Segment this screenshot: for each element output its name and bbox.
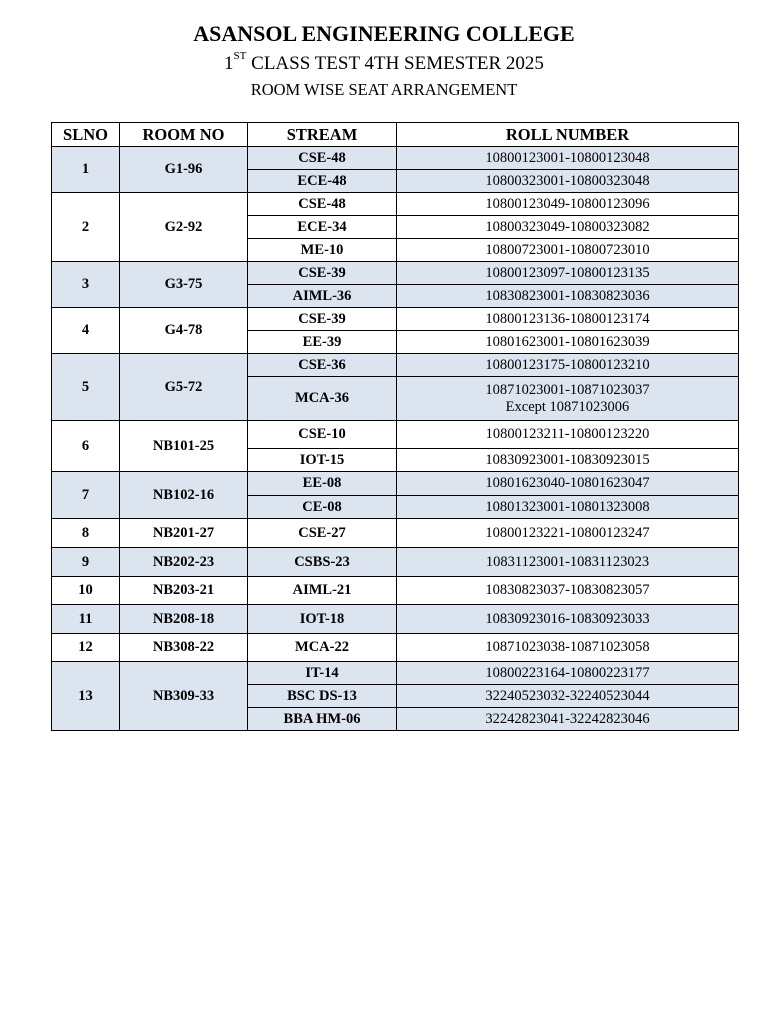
roll-number-cell bbox=[397, 548, 739, 577]
table-body bbox=[52, 147, 739, 731]
roll-number-cell bbox=[397, 519, 739, 548]
room-no-cell: NB208-18 bbox=[120, 605, 248, 634]
column-header-slno: SLNO bbox=[52, 123, 120, 147]
table-row bbox=[52, 519, 739, 548]
table-row bbox=[52, 548, 739, 577]
slno-cell: 1 bbox=[52, 147, 120, 193]
stream-cell: BBA HM-06 bbox=[248, 708, 397, 731]
slno-cell: 13 bbox=[52, 662, 120, 731]
college-title: ASANSOL ENGINEERING COLLEGE bbox=[193, 21, 575, 46]
room-no-cell: G2-92 bbox=[120, 193, 248, 262]
table-row bbox=[52, 193, 739, 216]
table-row bbox=[52, 577, 739, 605]
roll-number-cell bbox=[397, 472, 739, 496]
roll-number-cell bbox=[397, 685, 739, 708]
room-no-cell: G5-72 bbox=[120, 354, 248, 421]
room-no-cell: NB203-21 bbox=[120, 577, 248, 605]
stream-cell: CSE-48 bbox=[248, 193, 397, 216]
slno-cell: 5 bbox=[52, 354, 120, 421]
roll-range: 10800123049-10800123096 bbox=[485, 195, 650, 212]
slno-cell: 9 bbox=[52, 548, 120, 577]
roll-number-cell bbox=[397, 239, 739, 262]
seat-arrangement-table bbox=[51, 122, 739, 731]
room-no-cell: NB101-25 bbox=[120, 421, 248, 472]
column-header-stream: STREAM bbox=[248, 123, 397, 147]
room-no-cell: NB308-22 bbox=[120, 634, 248, 662]
stream-cell: ECE-34 bbox=[248, 216, 397, 239]
roll-range: 10800723001-10800723010 bbox=[485, 241, 650, 258]
roll-number-cell bbox=[397, 421, 739, 449]
roll-range: 10830823037-10830823057 bbox=[485, 582, 650, 598]
room-no-cell: NB102-16 bbox=[120, 472, 248, 519]
stream-cell: BSC DS-13 bbox=[248, 685, 397, 708]
roll-number-cell bbox=[397, 193, 739, 216]
roll-range: 10831123001-10831123023 bbox=[485, 553, 650, 570]
table-row bbox=[52, 662, 739, 685]
roll-number-cell bbox=[397, 262, 739, 285]
roll-number-cell bbox=[397, 634, 739, 662]
stream-cell: CSE-48 bbox=[248, 147, 397, 170]
roll-range: 10830923016-10830923033 bbox=[485, 610, 650, 627]
test-title-superscript: ST bbox=[233, 50, 247, 62]
roll-range: 32242823041-32242823046 bbox=[485, 710, 650, 727]
table-header-row bbox=[52, 123, 739, 147]
stream-cell: AIML-36 bbox=[248, 285, 397, 308]
roll-range: 10801623001-10801623039 bbox=[485, 333, 650, 350]
roll-range: 10800223164-10800223177 bbox=[485, 664, 650, 681]
room-no-cell: NB201-27 bbox=[120, 519, 248, 548]
stream-cell: CSE-10 bbox=[248, 421, 397, 449]
roll-number-cell bbox=[397, 449, 739, 472]
slno-cell: 3 bbox=[52, 262, 120, 308]
roll-number-cell bbox=[397, 377, 739, 421]
room-no-cell: G4-78 bbox=[120, 308, 248, 354]
stream-cell: MCA-22 bbox=[248, 634, 397, 662]
page-subtitle: ROOM WISE SEAT ARRANGEMENT bbox=[250, 80, 518, 99]
stream-cell: EE-08 bbox=[248, 472, 397, 496]
stream-cell: CSBS-23 bbox=[248, 548, 397, 577]
table-row bbox=[52, 421, 739, 449]
slno-cell: 4 bbox=[52, 308, 120, 354]
roll-range: 10800123136-10800123174 bbox=[485, 310, 650, 327]
roll-range: 10830823001-10830823036 bbox=[485, 287, 650, 304]
roll-number-cell bbox=[397, 331, 739, 354]
table-row bbox=[52, 262, 739, 285]
table-row bbox=[52, 472, 739, 496]
slno-cell: 12 bbox=[52, 634, 120, 662]
roll-number-cell bbox=[397, 577, 739, 605]
roll-range: 32240523032-32240523044 bbox=[485, 687, 650, 704]
stream-cell: IT-14 bbox=[248, 662, 397, 685]
column-header-room-no: ROOM NO bbox=[120, 123, 248, 147]
roll-range: 10800323001-10800323048 bbox=[485, 172, 650, 189]
slno-cell: 7 bbox=[52, 472, 120, 519]
stream-cell: CSE-39 bbox=[248, 262, 397, 285]
roll-range: 10830923001-10830923015 bbox=[485, 451, 650, 468]
stream-cell: CSE-39 bbox=[248, 308, 397, 331]
room-no-cell: NB309-33 bbox=[120, 662, 248, 731]
roll-number-cell bbox=[397, 605, 739, 634]
roll-range: 10801323001-10801323008 bbox=[485, 498, 650, 515]
stream-cell: ME-10 bbox=[248, 239, 397, 262]
slno-cell: 8 bbox=[52, 519, 120, 548]
table-row bbox=[52, 308, 739, 331]
roll-number-cell bbox=[397, 662, 739, 685]
slno-cell: 11 bbox=[52, 605, 120, 634]
roll-exception: Except 10871023006 bbox=[505, 398, 630, 415]
test-title bbox=[0, 51, 768, 77]
test-title-number: 1 bbox=[224, 53, 234, 74]
table-row bbox=[52, 605, 739, 634]
slno-cell: 6 bbox=[52, 421, 120, 472]
roll-range: 10800123001-10800123048 bbox=[485, 149, 650, 166]
stream-cell: IOT-18 bbox=[248, 605, 397, 634]
roll-number-cell bbox=[397, 147, 739, 170]
stream-cell: CE-08 bbox=[248, 496, 397, 519]
roll-range: 10871023038-10871023058 bbox=[485, 639, 650, 655]
roll-number-cell bbox=[397, 285, 739, 308]
roll-range: 10800123221-10800123247 bbox=[485, 524, 650, 541]
test-title-text: CLASS TEST 4TH SEMESTER 2025 bbox=[246, 53, 544, 74]
roll-range: 10800123097-10800123135 bbox=[485, 264, 650, 281]
room-no-cell: G1-96 bbox=[120, 147, 248, 193]
stream-cell: CSE-36 bbox=[248, 354, 397, 377]
roll-number-cell bbox=[397, 496, 739, 519]
roll-range: 10800123175-10800123210 bbox=[485, 356, 650, 373]
stream-cell: ECE-48 bbox=[248, 170, 397, 193]
roll-range: 10800123211-10800123220 bbox=[485, 426, 650, 442]
roll-range: 10801623040-10801623047 bbox=[485, 475, 650, 491]
roll-number-cell bbox=[397, 170, 739, 193]
room-no-cell: NB202-23 bbox=[120, 548, 248, 577]
stream-cell: CSE-27 bbox=[248, 519, 397, 548]
slno-cell: 2 bbox=[52, 193, 120, 262]
table-row bbox=[52, 354, 739, 377]
roll-number-cell bbox=[397, 354, 739, 377]
roll-range: 10871023001-10871023037 bbox=[485, 381, 650, 398]
roll-number-cell bbox=[397, 708, 739, 731]
stream-cell: MCA-36 bbox=[248, 377, 397, 421]
table-row bbox=[52, 147, 739, 170]
roll-number-cell bbox=[397, 308, 739, 331]
stream-cell: EE-39 bbox=[248, 331, 397, 354]
roll-range: 10800323049-10800323082 bbox=[485, 218, 650, 235]
room-no-cell: G3-75 bbox=[120, 262, 248, 308]
stream-cell: IOT-15 bbox=[248, 449, 397, 472]
roll-number-cell bbox=[397, 216, 739, 239]
column-header-roll-number: ROLL NUMBER bbox=[397, 123, 739, 147]
slno-cell: 10 bbox=[52, 577, 120, 605]
table-row bbox=[52, 634, 739, 662]
stream-cell: AIML-21 bbox=[248, 577, 397, 605]
